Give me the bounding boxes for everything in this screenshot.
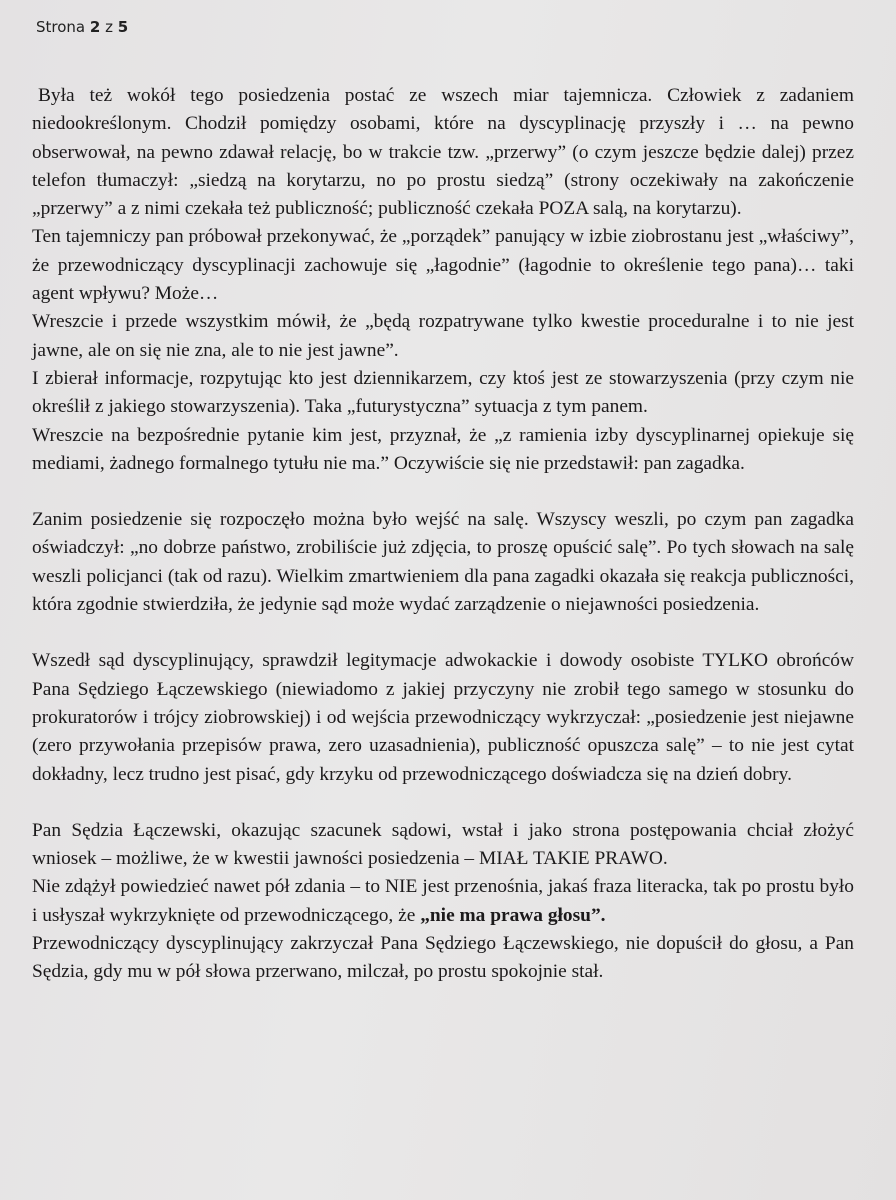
no-right-to-speak-quote: „nie ma prawa głosu”. [420,904,606,926]
paragraph-court-entered: Wszedł sąd dyscyplinujący, sprawdził legitymacje adwokackie i dowody osobiste TYLKO obrońców Pana Sędziego Łączewskiego (niewiadomo z jakiej przyczyny nie zrobił tego samego w stosunku do prokuratorów i trójcy ziobrowskiej) i od wejścia przewodniczący wykrzyczał: „posiedzenie jest niejawne (zero przywołania przepisów prawa, zero uzasadnienia), publiczność opuszcza salę” – to nie jest cytat dokładny, lecz trudno jest pisać, gdy krzyku od przewodniczącego doświadcza się na dzień dobry. [32,650,854,785]
no-right-to-speak-text: Nie zdążył powiedzieć nawet pół zdania – to NIE jest przenośnia, jakaś fraza literacka, tak po prostu było i usłyszał wykrzyknięte od przewodniczącego, że [32,876,854,926]
page-of-label: z [105,18,113,36]
paragraph-judge-stood-up: Pan Sędzia Łączewski, okazując szacunek sądowi, wstał i jako strona postępowania chciał złożyć wniosek – możliwe, że w kwestii jawności posiedzenia – MIAŁ TAKIE PRAWO. [32,819,854,870]
paragraph-procedural-issues: Wreszcie i przede wszystkim mówił, że „będą rozpatrywane tylko kwestie proceduralne i to nie jest jawne, ale on się nie zna, ale to nie jest jawne”. [32,311,854,361]
paragraph-media-caretaker: Wreszcie na bezpośrednie pytanie kim jest, przyznał, że „z ramienia izby dyscyplinarnej opiekuje się mediami, żadnego formalnego tytułu nie ma.” Oczywiście się nie przedstawił: pan zagadka. [32,424,854,474]
page-number-header [36,18,128,36]
total-pages-number: 5 [117,18,129,36]
page-label: Strona [36,18,86,36]
document-body [32,82,854,987]
paragraph-entering-room: Zanim posiedzenie się rozpoczęło można było wejść na salę. Wszyscy weszli, po czym pan zagadka oświadczył: „no dobrze państwo, zrobiliście już zdjęcia, to proszę opuścić salę”. Po tych słowach na salę weszli policjanci (tak od razu). Wielkim zmartwieniem dla pana zagadki okazała się reakcja publiczności, która zgodnie stwierdziła, że jedynie sąd może wydać zarządzenie o niejawności posiedzenia. [32,509,854,616]
paragraph-no-right-to-speak [32,873,854,930]
paragraph-gathering-information: I zbierał informacje, rozpytując kto jest dziennikarzem, czy ktoś jest ze stowarzyszenia (przy czym nie określił z jakiego stowarzyszenia). Taka „futurystyczna” sytuacja z tym panem. [32,367,854,418]
paragraph-mysterious-figure: Była też wokół tego posiedzenia postać ze wszech miar tajemnicza. Człowiek z zadaniem niedookreślonym. Chodził pomiędzy osobami, które na dyscyplinację przyszły i … na pewno obserwował, na pewno zdawał relację, bo w trakcie tzw. „przerwy” (o czym jeszcze będzie dalej) przez telefon tłumaczył: „siedzą na korytarzu, no po prostu siedzą” (strony oczekiwały na zakończenie „przerwy” a z nimi czekała też publiczność; publiczność czekała POZA salą, na korytarzu). [32,85,854,220]
paragraph-judge-silenced: Przewodniczący dyscyplinujący zakrzyczał Pana Sędziego Łączewskiego, nie dopuścił do głosu, a Pan Sędzia, gdy mu w pół słowa przerwano, milczał, po prostu spokojnie stał. [32,933,854,983]
paragraph-agent-of-influence: Ten tajemniczy pan próbował przekonywać, że „porządek” panujący w izbie ziobrostanu jest „właściwy”, że przewodniczący dyscyplinacji zachowuje się „łagodnie” (łagodnie to określenie tego pana)… taki agent wpływu? Może… [32,226,854,305]
current-page-number: 2 [89,18,101,36]
